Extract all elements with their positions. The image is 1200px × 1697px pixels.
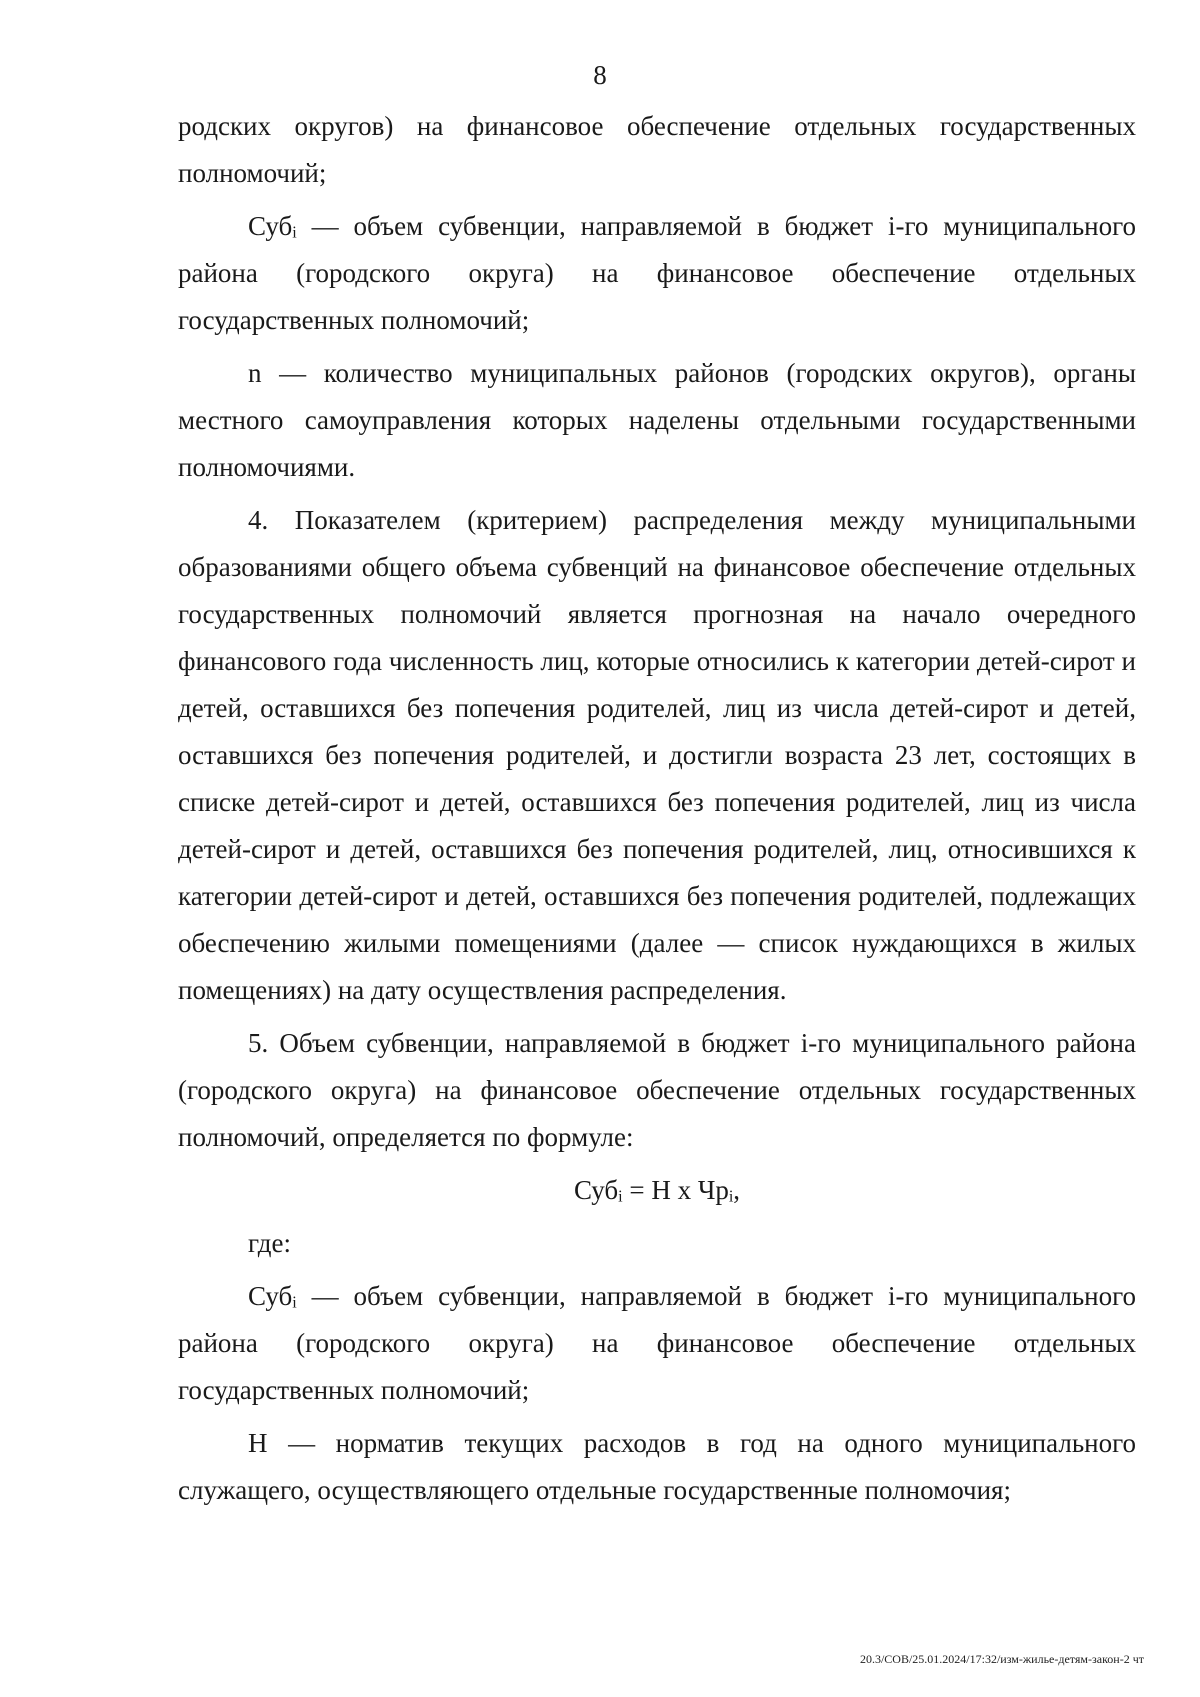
paragraph-definition-sub-2: Субᵢ — объем субвенции, направляемой в бюджет i-го муниципального района (городского округа) на финансовое обеспечение отдельных государственных полномочий; [178,1281,1136,1405]
document-footer-code: 20.3/СОВ/25.01.2024/17:32/изм-жилье-детям-закон-2 чт [859,1652,1144,1666]
document-body [178,103,1136,1520]
paragraph-definition-n: n — количество муниципальных районов (городских округов), органы местного самоуправления которых наделены отдельными государственными полномочиями. [178,358,1136,482]
paragraph-where: где: [248,1228,291,1258]
formula: Субᵢ = Н х Чрᵢ, [573,1175,741,1205]
page-number: 8 [593,60,607,90]
paragraph-definition-h: Н — норматив текущих расходов в год на одного муниципального служащего, осуществляющего отдельные государственные полномочия; [178,1428,1136,1505]
paragraph-item-5: 5. Объем субвенции, направляемой в бюджет i-го муниципального района (городского округа) на финансовое обеспечение отдельных государственных полномочий, определяется по формуле: [178,1028,1136,1152]
paragraph-definition-sub: Субᵢ — объем субвенции, направляемой в бюджет i-го муниципального района (городского округа) на финансовое обеспечение отдельных государственных полномочий; [178,211,1136,335]
paragraph-continuation: родских округов) на финансовое обеспечение отдельных государственных полномочий; [178,111,1136,188]
paragraph-item-4: 4. Показателем (критерием) распределения между муниципальными образованиями общего объема субвенций на финансовое обеспечение отдельных государственных полномочий является прогнозная на начало очередного финансового года численность лиц, которые относились к категории детей-сирот и детей, оставшихся без попечения родителей, лиц из числа детей-сирот и детей, оставшихся без попечения родителей, и достигли возраста 23 лет, состоящих в списке детей-сирот и детей, оставшихся без попечения родителей, лиц из числа детей-сирот и детей, оставшихся без попечения родителей, лиц, относившихся к категории детей-сирот и детей, оставшихся без попечения родителей, подлежащих обеспечению жилыми помещениями (далее — список нуждающихся в жилых помещениях) на дату осуществления распределения. [178,505,1136,1005]
